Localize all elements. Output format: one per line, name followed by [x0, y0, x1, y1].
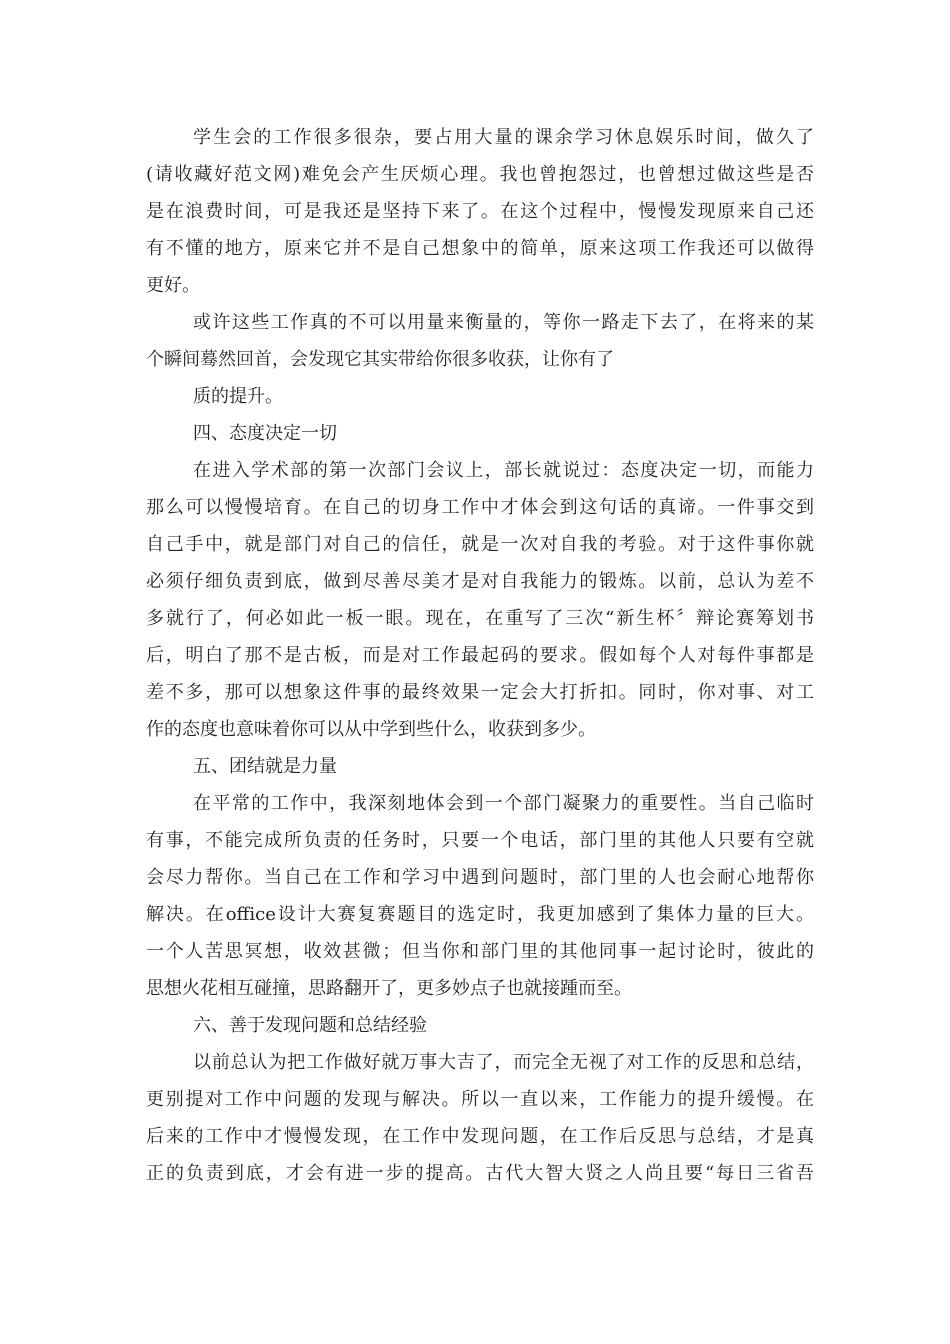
paragraph-start-line: 在平常的工作中，我深刻地体会到一个部门凝聚力的重要性。当自己临时	[193, 793, 814, 814]
text-line: 是在浪费时间，可是我还是坚持下来了。在这个过程中，慢慢发现原来自己还	[146, 201, 814, 222]
text-line: 那么可以慢慢培育。在自己的切身工作中才体会到这句话的真谛。一件事交到	[146, 497, 814, 518]
text-line: 思想火花相互碰撞，思路翻开了，更多妙点子也就接踵而至。	[146, 978, 632, 999]
text-line: 会尽力帮你。当自己在工作和学习中遇到问题时，部门里的人也会耐心地帮你	[146, 867, 814, 888]
text-line: 有事，不能完成所负责的任务时，只要一个电话，部门里的其他人只要有空就	[146, 830, 814, 851]
text-line: 作的态度也意味着你可以从中学到些什么，收获到多少。	[146, 719, 596, 740]
paragraph-start-line: 五、团结就是力量	[193, 756, 337, 777]
text-line: 多就行了，何必如此一板一眼。现在，在重写了三次“新生杯〞辩论赛筹划书	[146, 608, 814, 629]
text-line: 有不懂的地方，原来它并不是自己想象中的简单，原来这项工作我还可以做得	[146, 238, 814, 259]
paragraph-start-line: 六、善于发现问题和总结经验	[193, 1015, 427, 1036]
paragraph-start-line: 学生会的工作很多很杂，要占用大量的课余学习休息娱乐时间，做久了	[193, 127, 814, 148]
document-body	[146, 119, 814, 1192]
paragraph-start-line: 质的提升。	[193, 386, 283, 407]
paragraph-start-line: 或许这些工作真的不可以用量来衡量的，等你一路走下去了，在将来的某	[193, 312, 814, 333]
text-line: 必须仔细负责到底，做到尽善尽美才是对自我能力的锻炼。以前，总认为差不	[146, 571, 814, 592]
paragraph-start-line: 在进入学术部的第一次部门会议上，部长就说过：态度决定一切，而能力	[193, 460, 814, 481]
text-line: 正的负责到底，才会有进一步的提高。古代大智大贤之人尚且要“每日三省吾	[146, 1163, 814, 1184]
text-line: (请收藏好范文网)难免会产生厌烦心理。我也曾抱怨过，也曾想过做这些是否	[146, 164, 814, 185]
text-line: 后来的工作中才慢慢发现，在工作中发现问题，在工作后反思与总结，才是真	[146, 1126, 814, 1147]
text-line: 个瞬间蓦然回首，会发现它其实带给你很多收获，让你有了	[146, 349, 614, 370]
text-line: 更别提对工作中问题的发现与解决。所以一直以来，工作能力的提升缓慢。在	[146, 1089, 814, 1110]
text-line: 解决。在office设计大赛复赛题目的选定时，我更加感到了集体力量的巨大。	[146, 904, 814, 925]
text-line: 差不多，那可以想象这件事的最终效果一定会大打折扣。同时，你对事、对工	[146, 682, 814, 703]
text-line: 更好。	[146, 275, 200, 296]
text-line: 后，明白了那不是古板，而是对工作最起码的要求。假如每个人对每件事都是	[146, 645, 814, 666]
paragraph-start-line: 以前总认为把工作做好就万事大吉了，而完全无视了对工作的反思和总结，	[193, 1052, 814, 1073]
paragraph-start-line: 四、态度决定一切	[193, 423, 337, 444]
text-line: 自己手中，就是部门对自己的信任，就是一次对自我的考验。对于这件事你就	[146, 534, 814, 555]
text-line: 一个人苦思冥想，收效甚微；但当你和部门里的其他同事一起讨论时，彼此的	[146, 941, 814, 962]
